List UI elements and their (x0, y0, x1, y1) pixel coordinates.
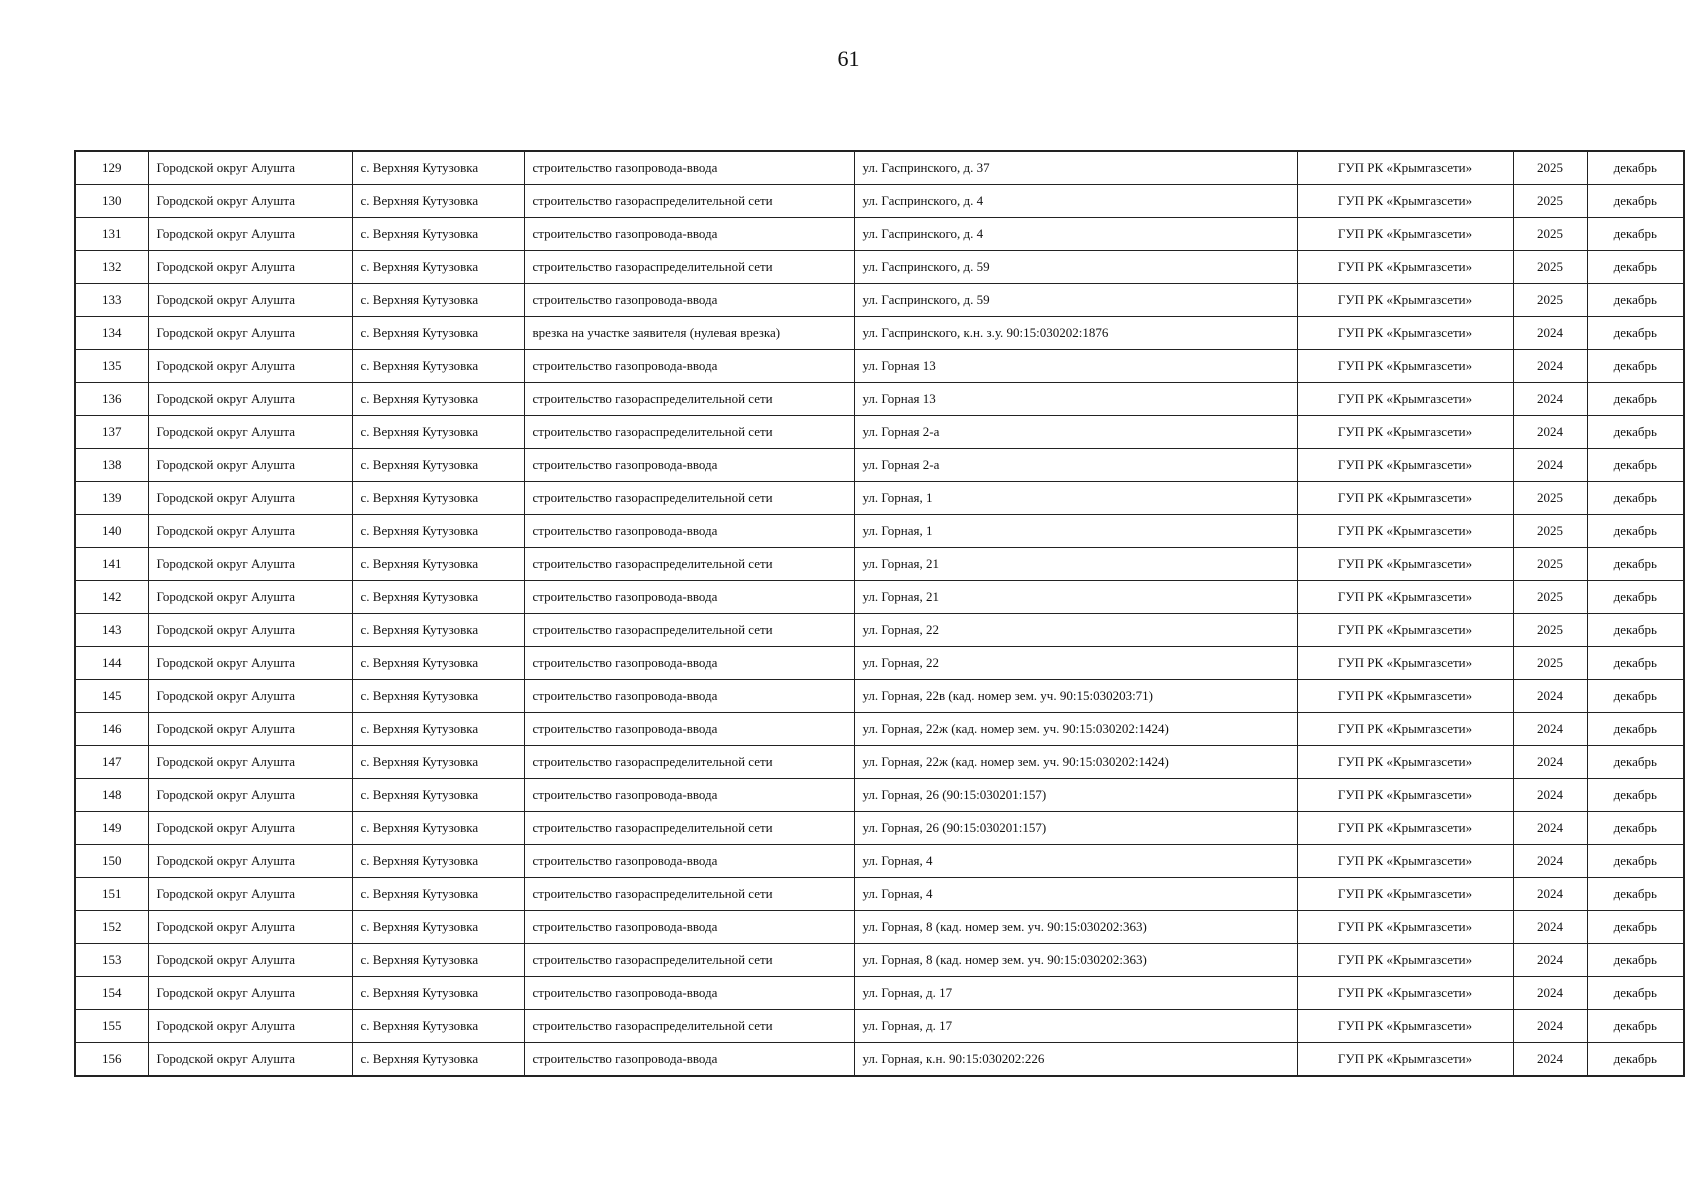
district-cell: Городской округ Алушта (148, 746, 352, 779)
address-cell: ул. Гаспринского, д. 4 (854, 185, 1297, 218)
work-type-cell: строительство газораспределительной сети (524, 812, 854, 845)
row-number-cell: 139 (75, 482, 148, 515)
work-type-cell: строительство газораспределительной сети (524, 878, 854, 911)
row-number-cell: 146 (75, 713, 148, 746)
table-row (75, 680, 1684, 713)
district-cell: Городской округ Алушта (148, 680, 352, 713)
address-cell: ул. Горная 13 (854, 350, 1297, 383)
table-row (75, 383, 1684, 416)
row-number-cell: 141 (75, 548, 148, 581)
address-cell: ул. Горная, д. 17 (854, 977, 1297, 1010)
table-row (75, 779, 1684, 812)
district-cell: Городской округ Алушта (148, 548, 352, 581)
year-cell: 2024 (1513, 713, 1587, 746)
table-row (75, 977, 1684, 1010)
year-cell: 2024 (1513, 383, 1587, 416)
year-cell: 2024 (1513, 911, 1587, 944)
row-number-cell: 155 (75, 1010, 148, 1043)
work-type-cell: строительство газораспределительной сети (524, 746, 854, 779)
row-number-cell: 144 (75, 647, 148, 680)
row-number-cell: 156 (75, 1043, 148, 1077)
year-cell: 2024 (1513, 317, 1587, 350)
work-type-cell: строительство газопровода-ввода (524, 713, 854, 746)
address-cell: ул. Горная, 22 (854, 614, 1297, 647)
village-cell: с. Верхняя Кутузовка (352, 482, 524, 515)
address-cell: ул. Горная, 1 (854, 515, 1297, 548)
table-row (75, 251, 1684, 284)
village-cell: с. Верхняя Кутузовка (352, 218, 524, 251)
row-number-cell: 147 (75, 746, 148, 779)
year-cell: 2024 (1513, 1010, 1587, 1043)
table-row (75, 1043, 1684, 1077)
row-number-cell: 143 (75, 614, 148, 647)
table-row (75, 548, 1684, 581)
village-cell: с. Верхняя Кутузовка (352, 647, 524, 680)
month-cell: декабрь (1587, 218, 1684, 251)
table-row (75, 647, 1684, 680)
village-cell: с. Верхняя Кутузовка (352, 416, 524, 449)
address-cell: ул. Горная, 21 (854, 548, 1297, 581)
district-cell: Городской округ Алушта (148, 944, 352, 977)
district-cell: Городской округ Алушта (148, 614, 352, 647)
organization-cell: ГУП РК «Крымгазсети» (1297, 383, 1513, 416)
work-type-cell: строительство газопровода-ввода (524, 680, 854, 713)
district-cell: Городской округ Алушта (148, 383, 352, 416)
month-cell: декабрь (1587, 779, 1684, 812)
organization-cell: ГУП РК «Крымгазсети» (1297, 647, 1513, 680)
organization-cell: ГУП РК «Крымгазсети» (1297, 416, 1513, 449)
village-cell: с. Верхняя Кутузовка (352, 1010, 524, 1043)
table-row (75, 746, 1684, 779)
row-number-cell: 150 (75, 845, 148, 878)
work-type-cell: строительство газопровода-ввода (524, 647, 854, 680)
address-cell: ул. Горная, 22в (кад. номер зем. уч. 90:15:030203:71) (854, 680, 1297, 713)
work-type-cell: строительство газопровода-ввода (524, 977, 854, 1010)
organization-cell: ГУП РК «Крымгазсети» (1297, 911, 1513, 944)
table-row (75, 449, 1684, 482)
village-cell: с. Верхняя Кутузовка (352, 1043, 524, 1077)
table-row (75, 845, 1684, 878)
month-cell: декабрь (1587, 845, 1684, 878)
village-cell: с. Верхняя Кутузовка (352, 284, 524, 317)
organization-cell: ГУП РК «Крымгазсети» (1297, 482, 1513, 515)
village-cell: с. Верхняя Кутузовка (352, 911, 524, 944)
work-type-cell: строительство газораспределительной сети (524, 1010, 854, 1043)
table-row (75, 482, 1684, 515)
organization-cell: ГУП РК «Крымгазсети» (1297, 713, 1513, 746)
month-cell: декабрь (1587, 1043, 1684, 1077)
organization-cell: ГУП РК «Крымгазсети» (1297, 812, 1513, 845)
year-cell: 2024 (1513, 416, 1587, 449)
district-cell: Городской округ Алушта (148, 812, 352, 845)
month-cell: декабрь (1587, 482, 1684, 515)
page-number: 61 (837, 46, 860, 71)
work-type-cell: строительство газораспределительной сети (524, 482, 854, 515)
organization-cell: ГУП РК «Крымгазсети» (1297, 151, 1513, 185)
address-cell: ул. Горная, 26 (90:15:030201:157) (854, 812, 1297, 845)
table-row (75, 614, 1684, 647)
year-cell: 2025 (1513, 151, 1587, 185)
address-cell: ул. Горная, 22ж (кад. номер зем. уч. 90:15:030202:1424) (854, 713, 1297, 746)
work-type-cell: строительство газораспределительной сети (524, 185, 854, 218)
table-row (75, 515, 1684, 548)
address-cell: ул. Горная 13 (854, 383, 1297, 416)
district-cell: Городской округ Алушта (148, 449, 352, 482)
table-row (75, 151, 1684, 185)
row-number-cell: 148 (75, 779, 148, 812)
district-cell: Городской округ Алушта (148, 581, 352, 614)
village-cell: с. Верхняя Кутузовка (352, 317, 524, 350)
organization-cell: ГУП РК «Крымгазсети» (1297, 845, 1513, 878)
row-number-cell: 130 (75, 185, 148, 218)
row-number-cell: 134 (75, 317, 148, 350)
work-type-cell: строительство газопровода-ввода (524, 1043, 854, 1077)
address-cell: ул. Горная, д. 17 (854, 1010, 1297, 1043)
village-cell: с. Верхняя Кутузовка (352, 680, 524, 713)
village-cell: с. Верхняя Кутузовка (352, 548, 524, 581)
organization-cell: ГУП РК «Крымгазсети» (1297, 317, 1513, 350)
village-cell: с. Верхняя Кутузовка (352, 383, 524, 416)
address-cell: ул. Гаспринского, д. 37 (854, 151, 1297, 185)
organization-cell: ГУП РК «Крымгазсети» (1297, 977, 1513, 1010)
district-cell: Городской округ Алушта (148, 1043, 352, 1077)
work-type-cell: строительство газопровода-ввода (524, 845, 854, 878)
village-cell: с. Верхняя Кутузовка (352, 449, 524, 482)
village-cell: с. Верхняя Кутузовка (352, 977, 524, 1010)
village-cell: с. Верхняя Кутузовка (352, 944, 524, 977)
table-row (75, 581, 1684, 614)
row-number-cell: 136 (75, 383, 148, 416)
address-cell: ул. Гаспринского, к.н. з.у. 90:15:030202:1876 (854, 317, 1297, 350)
year-cell: 2024 (1513, 746, 1587, 779)
year-cell: 2024 (1513, 812, 1587, 845)
address-cell: ул. Горная, 1 (854, 482, 1297, 515)
organization-cell: ГУП РК «Крымгазсети» (1297, 614, 1513, 647)
table-row (75, 350, 1684, 383)
month-cell: декабрь (1587, 383, 1684, 416)
row-number-cell: 145 (75, 680, 148, 713)
row-number-cell: 151 (75, 878, 148, 911)
organization-cell: ГУП РК «Крымгазсети» (1297, 350, 1513, 383)
village-cell: с. Верхняя Кутузовка (352, 581, 524, 614)
row-number-cell: 131 (75, 218, 148, 251)
work-type-cell: строительство газопровода-ввода (524, 515, 854, 548)
address-cell: ул. Горная, 4 (854, 845, 1297, 878)
month-cell: декабрь (1587, 515, 1684, 548)
address-cell: ул. Горная, 22ж (кад. номер зем. уч. 90:15:030202:1424) (854, 746, 1297, 779)
organization-cell: ГУП РК «Крымгазсети» (1297, 878, 1513, 911)
table-row (75, 218, 1684, 251)
month-cell: декабрь (1587, 350, 1684, 383)
table-row (75, 878, 1684, 911)
work-type-cell: строительство газопровода-ввода (524, 284, 854, 317)
year-cell: 2025 (1513, 482, 1587, 515)
row-number-cell: 133 (75, 284, 148, 317)
row-number-cell: 153 (75, 944, 148, 977)
district-cell: Городской округ Алушта (148, 151, 352, 185)
district-cell: Городской округ Алушта (148, 845, 352, 878)
year-cell: 2024 (1513, 779, 1587, 812)
organization-cell: ГУП РК «Крымгазсети» (1297, 1010, 1513, 1043)
address-cell: ул. Гаспринского, д. 59 (854, 251, 1297, 284)
organization-cell: ГУП РК «Крымгазсети» (1297, 944, 1513, 977)
address-cell: ул. Горная, 4 (854, 878, 1297, 911)
month-cell: декабрь (1587, 284, 1684, 317)
village-cell: с. Верхняя Кутузовка (352, 515, 524, 548)
village-cell: с. Верхняя Кутузовка (352, 614, 524, 647)
organization-cell: ГУП РК «Крымгазсети» (1297, 680, 1513, 713)
address-cell: ул. Горная, 8 (кад. номер зем. уч. 90:15:030202:363) (854, 944, 1297, 977)
district-cell: Городской округ Алушта (148, 713, 352, 746)
month-cell: декабрь (1587, 977, 1684, 1010)
village-cell: с. Верхняя Кутузовка (352, 350, 524, 383)
organization-cell: ГУП РК «Крымгазсети» (1297, 251, 1513, 284)
month-cell: декабрь (1587, 1010, 1684, 1043)
row-number-cell: 137 (75, 416, 148, 449)
organization-cell: ГУП РК «Крымгазсети» (1297, 779, 1513, 812)
table-row (75, 317, 1684, 350)
year-cell: 2025 (1513, 185, 1587, 218)
address-cell: ул. Горная, 22 (854, 647, 1297, 680)
month-cell: декабрь (1587, 614, 1684, 647)
year-cell: 2025 (1513, 581, 1587, 614)
year-cell: 2025 (1513, 218, 1587, 251)
table-row (75, 284, 1684, 317)
month-cell: декабрь (1587, 911, 1684, 944)
month-cell: декабрь (1587, 449, 1684, 482)
work-type-cell: строительство газопровода-ввода (524, 911, 854, 944)
organization-cell: ГУП РК «Крымгазсети» (1297, 581, 1513, 614)
table-row (75, 944, 1684, 977)
month-cell: декабрь (1587, 416, 1684, 449)
work-type-cell: врезка на участке заявителя (нулевая врезка) (524, 317, 854, 350)
year-cell: 2024 (1513, 680, 1587, 713)
district-cell: Городской округ Алушта (148, 251, 352, 284)
row-number-cell: 129 (75, 151, 148, 185)
organization-cell: ГУП РК «Крымгазсети» (1297, 449, 1513, 482)
village-cell: с. Верхняя Кутузовка (352, 151, 524, 185)
organization-cell: ГУП РК «Крымгазсети» (1297, 218, 1513, 251)
year-cell: 2024 (1513, 845, 1587, 878)
year-cell: 2024 (1513, 1043, 1587, 1077)
district-cell: Городской округ Алушта (148, 878, 352, 911)
year-cell: 2024 (1513, 350, 1587, 383)
year-cell: 2024 (1513, 977, 1587, 1010)
month-cell: декабрь (1587, 548, 1684, 581)
table-row (75, 812, 1684, 845)
district-cell: Городской округ Алушта (148, 647, 352, 680)
work-type-cell: строительство газопровода-ввода (524, 350, 854, 383)
year-cell: 2025 (1513, 515, 1587, 548)
address-cell: ул. Горная 2-а (854, 449, 1297, 482)
row-number-cell: 135 (75, 350, 148, 383)
table-body (75, 151, 1684, 1076)
month-cell: декабрь (1587, 251, 1684, 284)
district-cell: Городской округ Алушта (148, 482, 352, 515)
district-cell: Городской округ Алушта (148, 977, 352, 1010)
row-number-cell: 142 (75, 581, 148, 614)
district-cell: Городской округ Алушта (148, 317, 352, 350)
district-cell: Городской округ Алушта (148, 185, 352, 218)
year-cell: 2025 (1513, 647, 1587, 680)
month-cell: декабрь (1587, 713, 1684, 746)
district-cell: Городской округ Алушта (148, 779, 352, 812)
village-cell: с. Верхняя Кутузовка (352, 812, 524, 845)
work-type-cell: строительство газораспределительной сети (524, 548, 854, 581)
work-type-cell: строительство газораспределительной сети (524, 383, 854, 416)
organization-cell: ГУП РК «Крымгазсети» (1297, 746, 1513, 779)
row-number-cell: 140 (75, 515, 148, 548)
district-cell: Городской округ Алушта (148, 515, 352, 548)
address-cell: ул. Горная, 21 (854, 581, 1297, 614)
village-cell: с. Верхняя Кутузовка (352, 779, 524, 812)
work-type-cell: строительство газопровода-ввода (524, 581, 854, 614)
year-cell: 2025 (1513, 251, 1587, 284)
month-cell: декабрь (1587, 746, 1684, 779)
district-cell: Городской округ Алушта (148, 218, 352, 251)
work-type-cell: строительство газораспределительной сети (524, 416, 854, 449)
work-type-cell: строительство газораспределительной сети (524, 251, 854, 284)
table-row (75, 713, 1684, 746)
village-cell: с. Верхняя Кутузовка (352, 878, 524, 911)
year-cell: 2024 (1513, 944, 1587, 977)
organization-cell: ГУП РК «Крымгазсети» (1297, 185, 1513, 218)
work-type-cell: строительство газораспределительной сети (524, 614, 854, 647)
organization-cell: ГУП РК «Крымгазсети» (1297, 1043, 1513, 1077)
month-cell: декабрь (1587, 680, 1684, 713)
year-cell: 2025 (1513, 284, 1587, 317)
organization-cell: ГУП РК «Крымгазсети» (1297, 515, 1513, 548)
year-cell: 2025 (1513, 614, 1587, 647)
village-cell: с. Верхняя Кутузовка (352, 713, 524, 746)
row-number-cell: 138 (75, 449, 148, 482)
work-type-cell: строительство газопровода-ввода (524, 218, 854, 251)
table-row (75, 1010, 1684, 1043)
table-row (75, 416, 1684, 449)
table-row (75, 911, 1684, 944)
month-cell: декабрь (1587, 317, 1684, 350)
work-type-cell: строительство газопровода-ввода (524, 151, 854, 185)
district-cell: Городской округ Алушта (148, 1010, 352, 1043)
month-cell: декабрь (1587, 185, 1684, 218)
address-cell: ул. Гаспринского, д. 59 (854, 284, 1297, 317)
village-cell: с. Верхняя Кутузовка (352, 185, 524, 218)
address-cell: ул. Горная, 26 (90:15:030201:157) (854, 779, 1297, 812)
year-cell: 2024 (1513, 878, 1587, 911)
district-cell: Городской округ Алушта (148, 350, 352, 383)
month-cell: декабрь (1587, 878, 1684, 911)
village-cell: с. Верхняя Кутузовка (352, 746, 524, 779)
row-number-cell: 152 (75, 911, 148, 944)
year-cell: 2024 (1513, 449, 1587, 482)
row-number-cell: 149 (75, 812, 148, 845)
month-cell: декабрь (1587, 647, 1684, 680)
row-number-cell: 132 (75, 251, 148, 284)
work-type-cell: строительство газопровода-ввода (524, 449, 854, 482)
work-type-cell: строительство газопровода-ввода (524, 779, 854, 812)
year-cell: 2025 (1513, 548, 1587, 581)
address-cell: ул. Горная 2-а (854, 416, 1297, 449)
month-cell: декабрь (1587, 944, 1684, 977)
district-cell: Городской округ Алушта (148, 911, 352, 944)
village-cell: с. Верхняя Кутузовка (352, 251, 524, 284)
work-type-cell: строительство газораспределительной сети (524, 944, 854, 977)
village-cell: с. Верхняя Кутузовка (352, 845, 524, 878)
organization-cell: ГУП РК «Крымгазсети» (1297, 284, 1513, 317)
table-row (75, 185, 1684, 218)
address-cell: ул. Горная, к.н. 90:15:030202:226 (854, 1043, 1297, 1077)
district-cell: Городской округ Алушта (148, 284, 352, 317)
row-number-cell: 154 (75, 977, 148, 1010)
district-cell: Городской округ Алушта (148, 416, 352, 449)
address-cell: ул. Гаспринского, д. 4 (854, 218, 1297, 251)
organization-cell: ГУП РК «Крымгазсети» (1297, 548, 1513, 581)
month-cell: декабрь (1587, 812, 1684, 845)
month-cell: декабрь (1587, 581, 1684, 614)
gasification-table (74, 150, 1685, 1077)
address-cell: ул. Горная, 8 (кад. номер зем. уч. 90:15:030202:363) (854, 911, 1297, 944)
month-cell: декабрь (1587, 151, 1684, 185)
